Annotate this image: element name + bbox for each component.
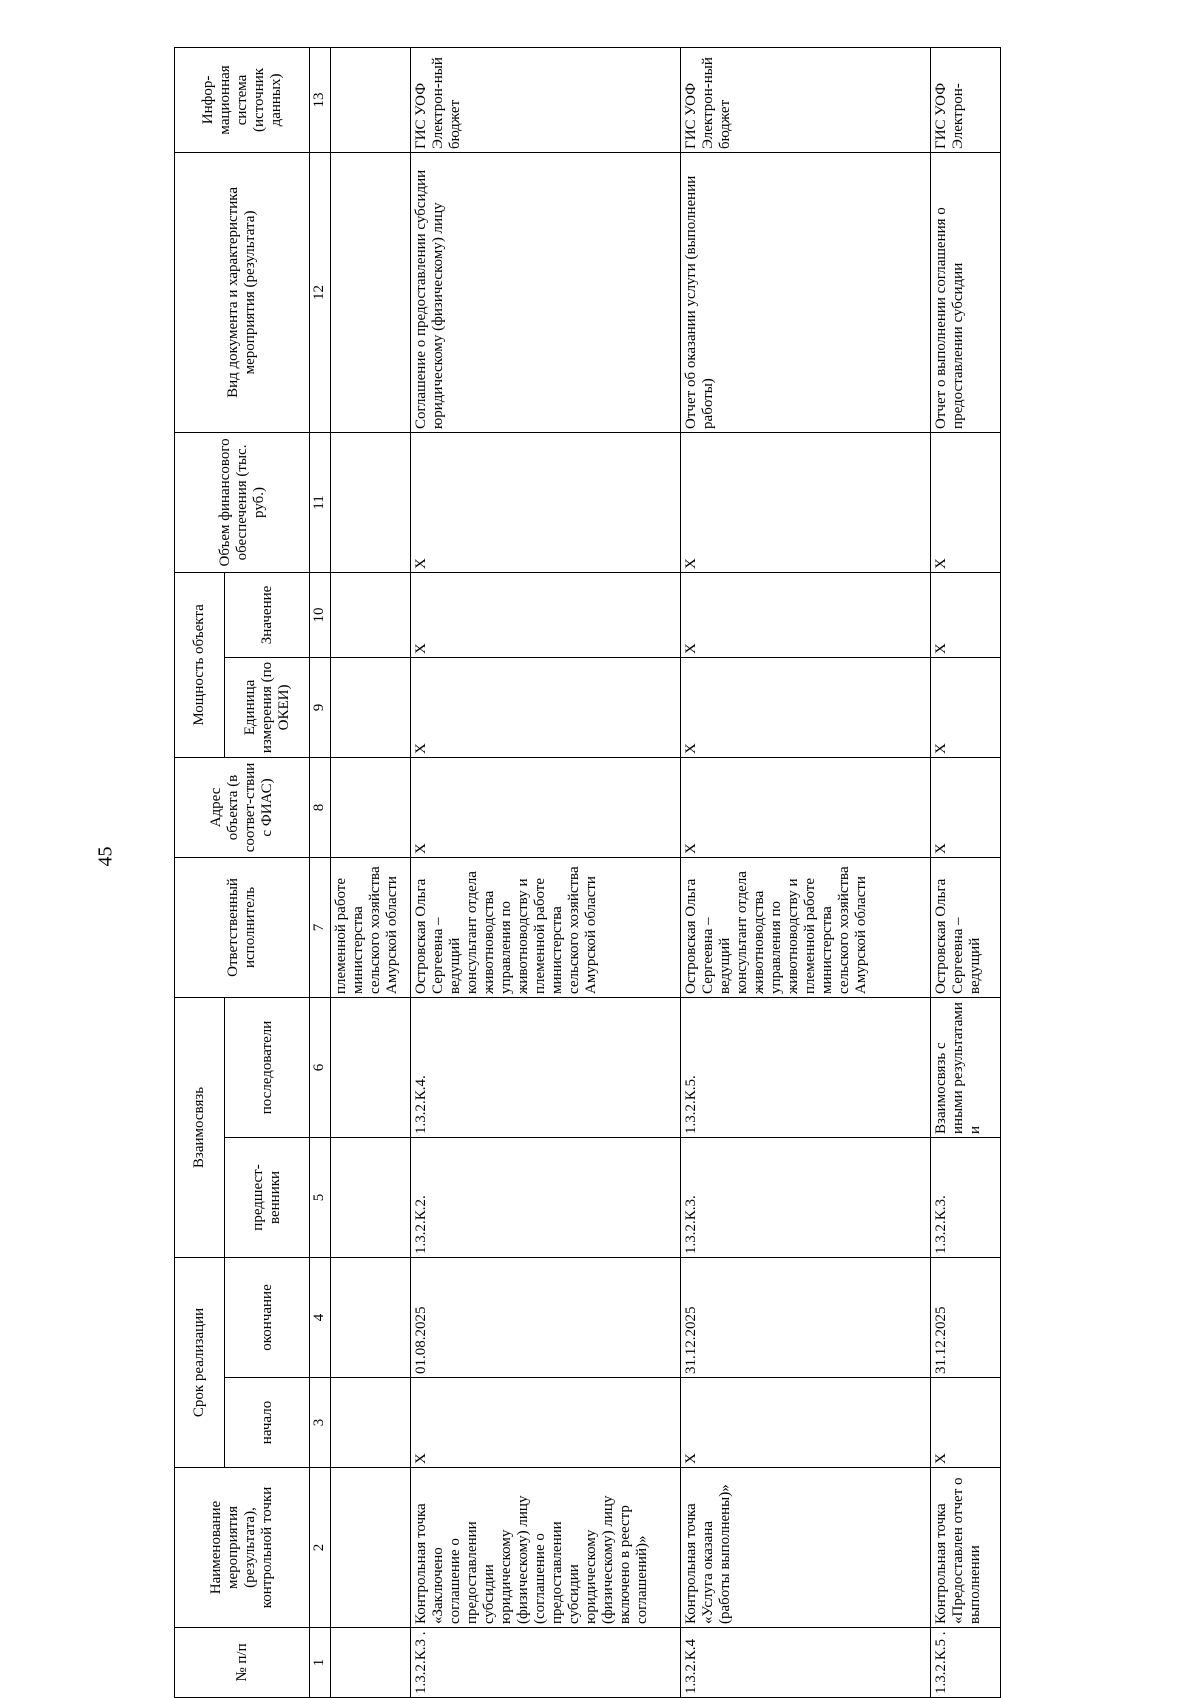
row-successors: 1.3.2.К.4. [411,997,681,1137]
column-number: 3 [310,1378,331,1468]
header-name: Наименование мероприятия (результата), контрольной точки [175,1468,310,1628]
row-address: X [931,757,1001,857]
header-row-1 [175,47,225,1697]
row-name: Контрольная точка «Предоставлен отчет о выполнении [931,1468,1001,1628]
table-row [681,47,931,1697]
column-number: 5 [310,1137,331,1257]
row-name: Контрольная точка «Услуга оказана (работы выполнены)» [681,1468,931,1628]
row-executor: Островская Ольга Сергеевна – ведущий [931,857,1001,997]
header-start: начало [225,1378,310,1468]
row-start: X [681,1378,931,1468]
row-executor: Островская Ольга Сергеевна – ведущий консультант отдела животноводства управления по животноводству и племенной работе министерства сельского хозяйства Амурской области [681,857,931,997]
row-doc: Отчет об оказании услуги (выполнении работы) [681,152,931,432]
header-value: Значение [225,572,310,657]
header-deadline: Срок реализации [175,1257,225,1467]
header-predecessors: предшест-венники [225,1137,310,1257]
row-successors: Взаимосвязь с иными результатами и [931,997,1001,1137]
row-executor: Островская Ольга Сергеевна – ведущий консультант отдела животноводства управления по животноводству и племенной работе министерства сельского хозяйства Амурской области [411,857,681,997]
column-number: 12 [310,152,331,432]
row-num: 1.3.2.К.4 [681,1628,931,1698]
row-unit: X [411,657,681,757]
row-unit: X [931,657,1001,757]
row-finance: X [681,432,931,572]
row-name: Контрольная точка «Заключено соглашение о предоставлении субсидии юридическому (физическому) лицу (соглашение о предоставлении субсидии юридическому (физическому) лицу включено в реестр соглашений)» [411,1468,681,1628]
table-row [931,47,1001,1697]
executor-cell: племенной работе министерства сельского хозяйства Амурской области [331,857,411,997]
row-predecessors: 1.3.2.К.2. [411,1137,681,1257]
rotated-table-container [174,48,1074,1698]
row-finance: X [931,432,1001,572]
row-finance: X [411,432,681,572]
row-end: 01.08.2025 [411,1257,681,1377]
row-predecessors: 1.3.2.К.3. [931,1137,1001,1257]
header-unit: Единица измерения (по ОКЕИ) [225,657,310,757]
column-number: 13 [310,47,331,152]
column-number: 10 [310,572,331,657]
row-successors: 1.3.2.К.5. [681,997,931,1137]
header-end: окончание [225,1257,310,1377]
column-number: 4 [310,1257,331,1377]
row-end: 31.12.2025 [681,1257,931,1377]
row-num: 1.3.2.К.5 . [931,1628,1001,1698]
header-num: № п/п [175,1628,310,1698]
column-number: 2 [310,1468,331,1628]
table-row [411,47,681,1697]
row-value: X [681,572,931,657]
row-system: ГИС УОФ Электрон-ный бюджет [681,47,931,152]
row-unit: X [681,657,931,757]
continuation-row [331,47,411,1697]
row-system: ГИС УОФ Электрон-ный бюджет [411,47,681,152]
row-value: X [931,572,1001,657]
events-table [174,47,1001,1698]
header-address: Адрес объекта (в соответ-ствии с ФИАС) [175,757,310,857]
row-start: X [411,1378,681,1468]
column-number: 7 [310,857,331,997]
header-doc: Вид документа и характеристика мероприятия (результата) [175,152,310,432]
row-address: X [681,757,931,857]
header-system: Инфор-мационная система (источник данных) [175,47,310,152]
column-number: 9 [310,657,331,757]
row-system: ГИС УОФ Электрон- [931,47,1001,152]
row-value: X [411,572,681,657]
row-doc: Отчет о выполнении соглашения о предоставлении субсидии [931,152,1001,432]
header-successors: последователи [225,997,310,1137]
row-address: X [411,757,681,857]
header-finance: Объем финансового обеспечения (тыс. руб.) [175,432,310,572]
row-doc: Соглашение о предоставлении субсидии юридическому (физическому) лицу [411,152,681,432]
row-end: 31.12.2025 [931,1257,1001,1377]
column-number: 8 [310,757,331,857]
column-number: 11 [310,432,331,572]
header-capacity: Мощность объекта [175,572,225,757]
row-start: X [931,1378,1001,1468]
header-executor: Ответственный исполнитель [175,857,310,997]
page-number: 45 [94,846,117,867]
column-number: 1 [310,1628,331,1698]
row-num: 1.3.2.К.3 . [411,1628,681,1698]
column-number-row [310,47,331,1697]
header-relation: Взаимосвязь [175,997,225,1257]
column-number: 6 [310,997,331,1137]
row-predecessors: 1.3.2.К.3. [681,1137,931,1257]
